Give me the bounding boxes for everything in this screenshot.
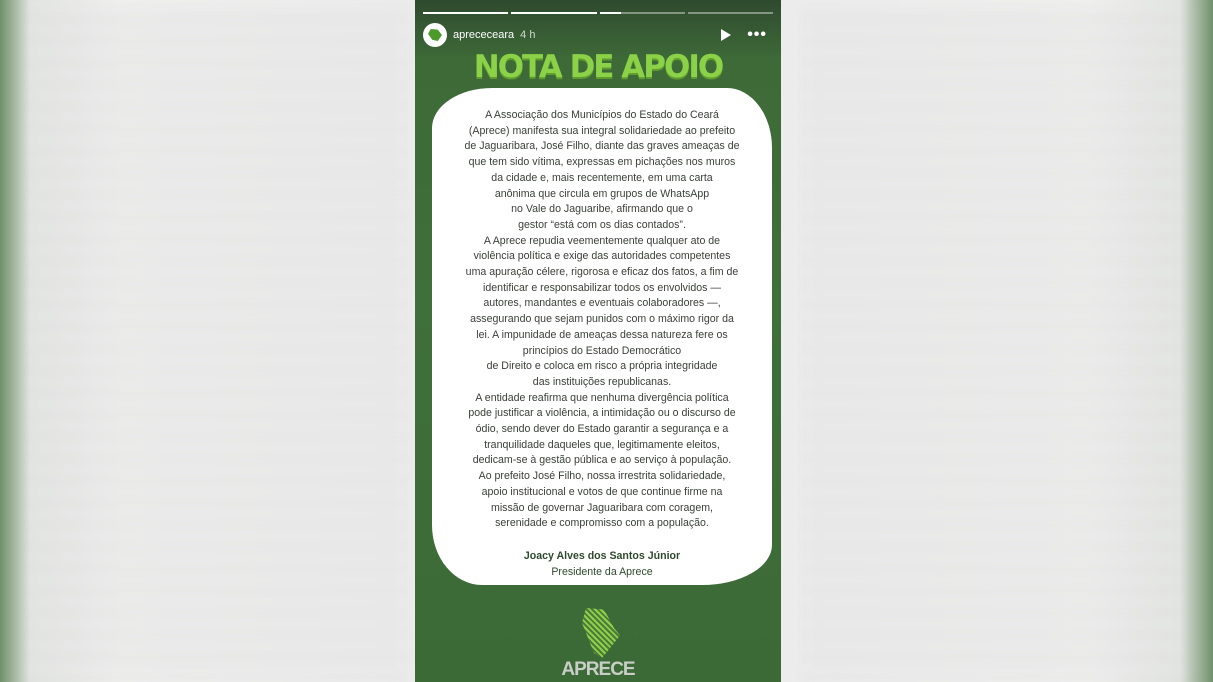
- logo-text: APRECE: [561, 659, 635, 680]
- note-line: tranquilidade daqueles que, legitimamente eleitos,: [484, 438, 720, 451]
- story-header: [423, 22, 773, 48]
- signature-role: Presidente da Aprece: [551, 566, 653, 578]
- story-progress: [423, 12, 773, 14]
- signature: [432, 548, 772, 580]
- note-line: de Jaguaribara, José Filho, diante das graves ameaças de: [464, 140, 740, 153]
- note-body: [432, 108, 772, 532]
- note-line: violência política e exige das autoridades competentes: [473, 250, 731, 263]
- note-line: apoio institucional e votos de que continue firme na: [481, 485, 723, 498]
- note-line: anônima que circula em grupos de WhatsApp: [494, 187, 710, 200]
- progress-segment: [423, 12, 508, 14]
- note-line: ódio, sendo dever do Estado garantir a segurança e a: [475, 423, 729, 436]
- note-line: que tem sido vítima, expressas em pichações nos muros: [468, 156, 736, 169]
- note-line: A Associação dos Municípios do Estado do Ceará: [485, 109, 719, 121]
- progress-segment: [688, 12, 773, 14]
- note-line: dedicam-se à gestão pública e ao serviço à população.: [472, 454, 732, 467]
- progress-fill: [511, 12, 596, 14]
- note-line: identificar e responsabilizar todos os envolvidos —: [483, 281, 721, 294]
- note-line: Ao prefeito José Filho, nossa irrestrita solidariedade,: [478, 470, 726, 483]
- signature-name: Joacy Alves dos Santos Júnior: [523, 550, 681, 562]
- blurred-background-right: [800, 0, 1180, 682]
- blurred-background-left: [30, 0, 410, 682]
- note-line: no Vale do Jaguaribe, afirmando que o: [511, 203, 693, 216]
- story-title: NOTA DE APOIO: [473, 49, 723, 85]
- progress-segment: [511, 12, 596, 14]
- progress-fill: [600, 12, 621, 14]
- note-line: A Aprece repudia veementemente qualquer ato de: [483, 234, 721, 247]
- play-icon[interactable]: [721, 29, 731, 41]
- progress-segment: [600, 12, 685, 14]
- note-line: da cidade e, mais recentemente, em uma carta: [491, 171, 713, 184]
- note-line: das instituições republicanas.: [532, 375, 672, 388]
- note-line: assegurando que sejam punidos com o máximo rigor da: [470, 313, 734, 326]
- note-line: uma apuração célere, rigorosa e eficaz dos fatos, a fim de: [465, 266, 739, 279]
- progress-fill: [423, 12, 508, 14]
- note-line: (Aprece) manifesta sua integral solidariedade ao prefeito: [468, 124, 736, 137]
- note-line: princípios do Estado Democrático: [522, 344, 682, 357]
- note-line: de Direito e coloca em risco a própria integridade: [486, 360, 718, 373]
- note-line: lei. A impunidade de ameaças dessa natureza fere os: [476, 328, 728, 341]
- note-line: pode justificar a violência, a intimidação ou o discurso de: [468, 407, 736, 420]
- more-options-icon[interactable]: •••: [747, 26, 767, 43]
- note-line: A entidade reafirma que nenhuma divergência política: [475, 391, 729, 404]
- ceara-map-logo-icon: [580, 608, 620, 658]
- note-line: missão de governar Jaguaribara com coragem,: [491, 501, 713, 514]
- note-line: gestor “está com os dias contados”.: [518, 218, 686, 231]
- story-viewer[interactable]: [415, 0, 781, 682]
- aprece-logo-icon: [428, 29, 442, 41]
- username[interactable]: aprececeara: [453, 28, 515, 41]
- note-line: serenidade e compromisso com a população.: [495, 517, 709, 530]
- avatar[interactable]: [423, 23, 447, 47]
- note-line: autores, mandantes e eventuais colaboradores —,: [483, 297, 721, 310]
- post-time: 4 h: [520, 28, 536, 41]
